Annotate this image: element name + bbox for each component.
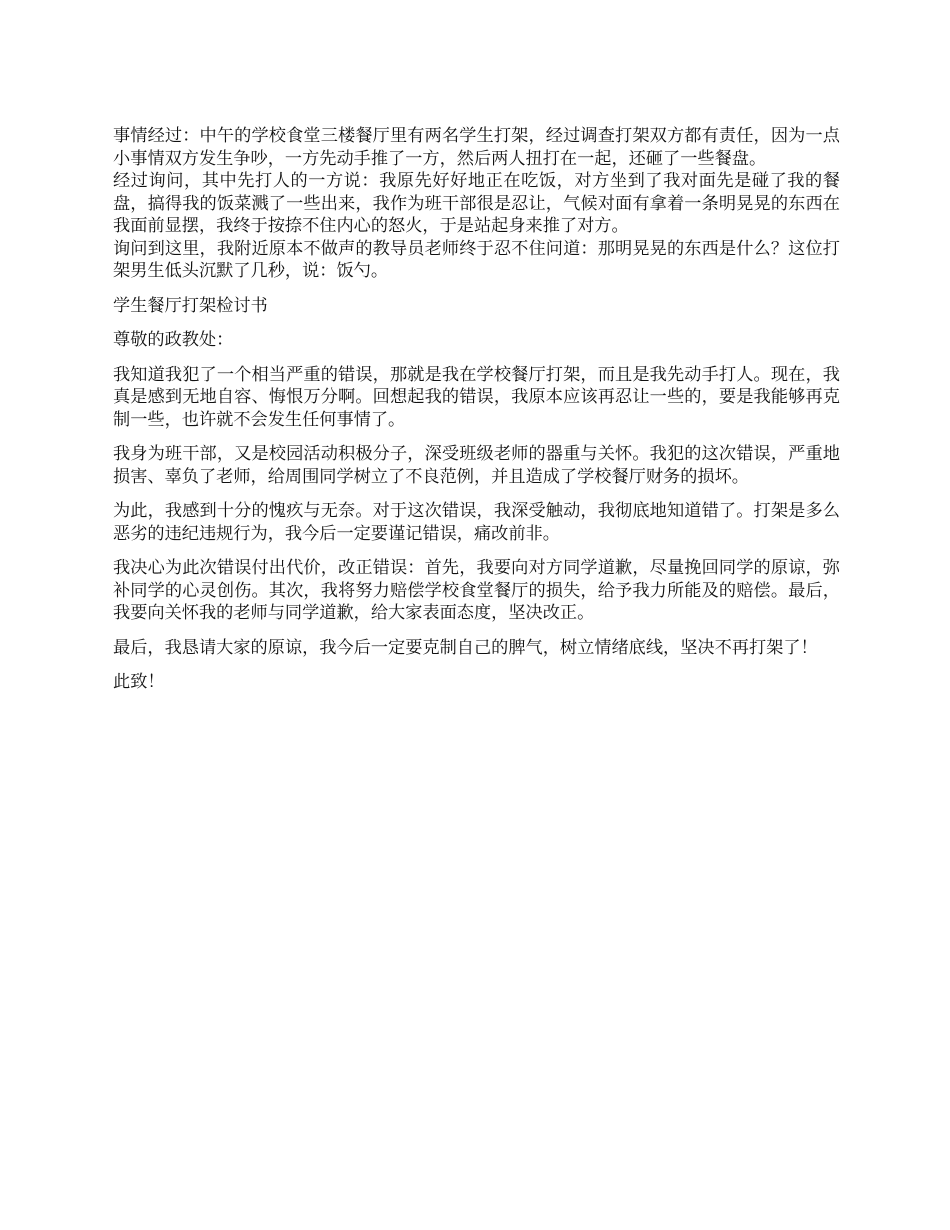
intro-paragraph: 事情经过：中午的学校食堂三楼餐厅里有两名学生打架，经过调查打架双方都有责任，因为一点小事情双方发生争吵，一方先动手推了一方，然后两人扭打在一起，还砸了一些餐盘。 <box>113 126 840 169</box>
salutation: 尊敬的政教处： <box>113 330 234 350</box>
incident-description <box>113 125 840 283</box>
intro-paragraph: 询问到这里，我附近原本不做声的教导员老师终于忍不住问道：那明晃晃的东西是什么？这位打架男生低头沉默了几秒，说：饭勺。 <box>113 238 840 281</box>
closing: 此致！ <box>113 672 165 692</box>
body-paragraph: 最后，我恳请大家的原谅，我今后一定要克制自己的脾气，树立情绪底线，坚决不再打架了！ <box>113 637 818 658</box>
body-paragraph: 我身为班干部，又是校园活动积极分子，深受班级老师的器重与关怀。我犯的这次错误，严重地损害、辜负了老师，给周围同学树立了不良范例，并且造成了学校餐厅财务的损坏。 <box>113 444 840 487</box>
body-paragraph: 我知道我犯了一个相当严重的错误，那就是我在学校餐厅打架，而且是我先动手打人。现在，我真是感到无地自容、悔恨万分啊。回想起我的错误，我原本应该再忍让一些的，要是我能够再克制一些，也许就不会发生任何事情了。 <box>113 364 840 430</box>
body-paragraph: 为此，我感到十分的愧疚与无奈。对于这次错误，我深受触动，我彻底地知道错了。打架是多么恶劣的违纪违规行为，我今后一定要谨记错误，痛改前非。 <box>113 501 840 544</box>
document-title: 学生餐厅打架检讨书 <box>113 295 268 316</box>
document-page <box>113 125 840 706</box>
body-paragraph: 我决心为此次错误付出代价，改正错误：首先，我要向对方同学道歉，尽量挽回同学的原谅，弥补同学的心灵创伤。其次，我将努力赔偿学校食堂餐厅的损失，给予我力所能及的赔偿。最后，我要向关怀我的老师与同学道歉，给大家表面态度，坚决改正。 <box>113 558 840 623</box>
intro-paragraph: 经过询问，其中先打人的一方说：我原先好好地正在吃饭，对方坐到了我对面先是碰了我的餐盘，搞得我的饭菜溅了一些出来，我作为班干部很是忍让，气候对面有拿着一条明晃晃的东西在我面前显摆，我终于按捺不住内心的怒火，于是站起身来推了对方。 <box>113 171 840 236</box>
